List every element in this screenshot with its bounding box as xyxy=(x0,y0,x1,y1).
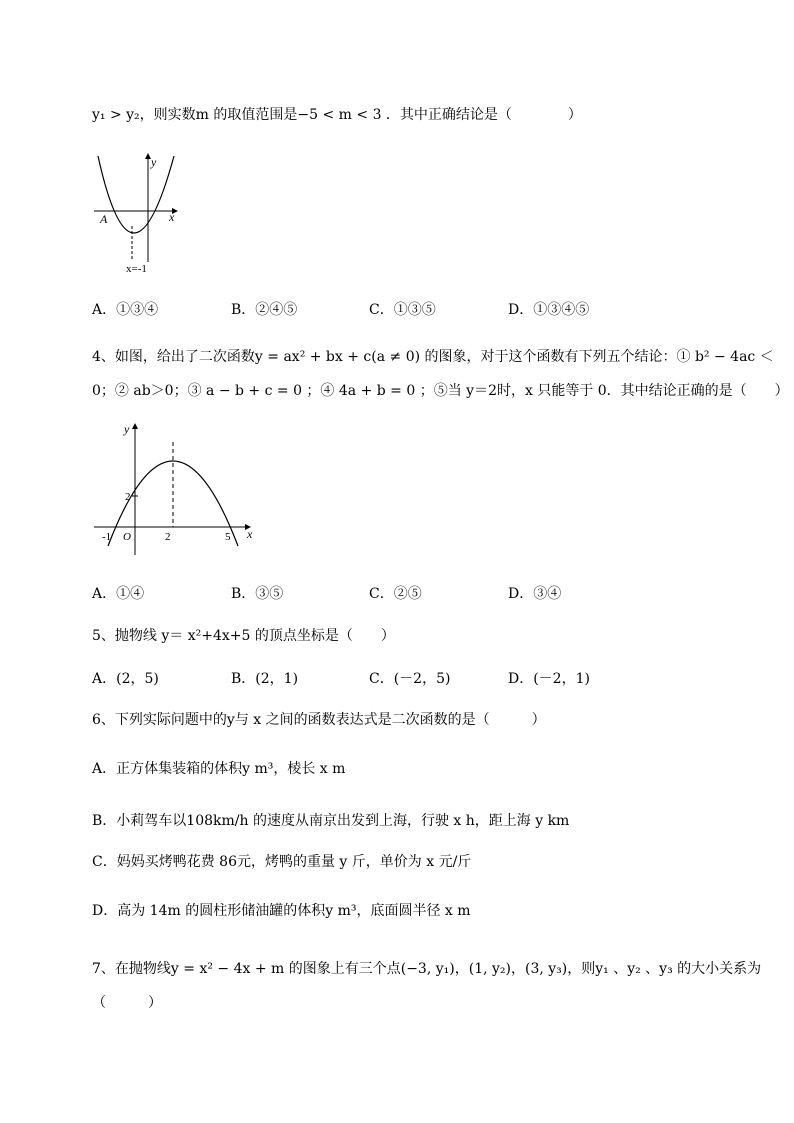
label-y: y xyxy=(124,422,130,436)
q4-option-c: C．②⑤ xyxy=(369,586,422,602)
parabola-curve xyxy=(98,156,174,233)
q7-text-line2: （ ） xyxy=(92,995,162,1011)
label-y: y xyxy=(151,155,157,169)
label-minus-1: -1 xyxy=(102,531,112,543)
label-2-x: 2 xyxy=(165,531,171,543)
q4-option-b: B．③⑤ xyxy=(231,586,284,602)
q5-option-d: D．(－2，1) xyxy=(508,671,590,687)
q4-text-line1: 4、如图，给出了二次函数y = ax² + bx + c(a ≠ 0) 的图象，对于这个函数有下列五个结论：① b² − 4ac ＜ xyxy=(92,349,774,365)
q3-option-d: D．①③④⑤ xyxy=(508,302,590,318)
q5-text: 5、抛物线 y＝ x²+4x+5 的顶点坐标是（ ） xyxy=(92,628,395,644)
label-origin: O xyxy=(123,531,131,543)
q4-option-d: D．③④ xyxy=(508,586,562,602)
label-a: A xyxy=(100,212,108,226)
q4-text-line2: 0；② ab＞0；③ a − b + c = 0 ；④ 4a + b = 0 ；⑤当 y＝2时，x 只能等于 0．其中结论正确的是（ ） xyxy=(92,383,789,399)
label-axis: x=-1 xyxy=(126,263,147,275)
figure-parabola-2 xyxy=(92,420,262,560)
label-x: x xyxy=(247,527,253,541)
q5-option-a: A．(2，5) xyxy=(92,671,159,687)
q3-option-c: C．①③⑤ xyxy=(369,302,436,318)
q6-text: 6、下列实际问题中的y与 x 之间的函数表达式是二次函数的是（ ） xyxy=(92,712,546,728)
q6-option-a: A．正方体集装箱的体积y m³，棱长 x m xyxy=(92,761,346,777)
q6-option-b: B．小莉驾车以108km/h 的速度从南京出发到上海，行驶 x h，距上海 y km xyxy=(92,813,570,829)
q3-continuation-text: y₁ > y₂，则实数m 的取值范围是−5 < m < 3 ．其中正确结论是（ ） xyxy=(92,107,582,123)
label-x: x xyxy=(169,210,175,224)
figure-parabola-1 xyxy=(92,150,192,280)
q6-option-d: D．高为 14m 的圆柱形储油罐的体积y m³，底面圆半径 x m xyxy=(92,903,471,919)
q6-option-c: C．妈妈买烤鸭花费 86元，烤鸭的重量 y 斤，单价为 x 元/斤 xyxy=(92,854,472,870)
q5-option-c: C．(－2，5) xyxy=(369,671,451,687)
label-5: 5 xyxy=(225,531,231,543)
q5-option-b: B．(2，1) xyxy=(231,671,299,687)
q3-option-a: A．①③④ xyxy=(92,302,159,318)
q3-option-b: B．②④⑤ xyxy=(231,302,298,318)
label-2-y: 2 xyxy=(125,491,131,503)
q4-option-a: A．①④ xyxy=(92,586,145,602)
q7-text-line1: 7、在抛物线y = x² − 4x + m 的图象上有三个点(−3, y₁)，(1, y₂)，(3, y₃)，则y₁ 、y₂ 、y₃ 的大小关系为 xyxy=(92,961,762,977)
